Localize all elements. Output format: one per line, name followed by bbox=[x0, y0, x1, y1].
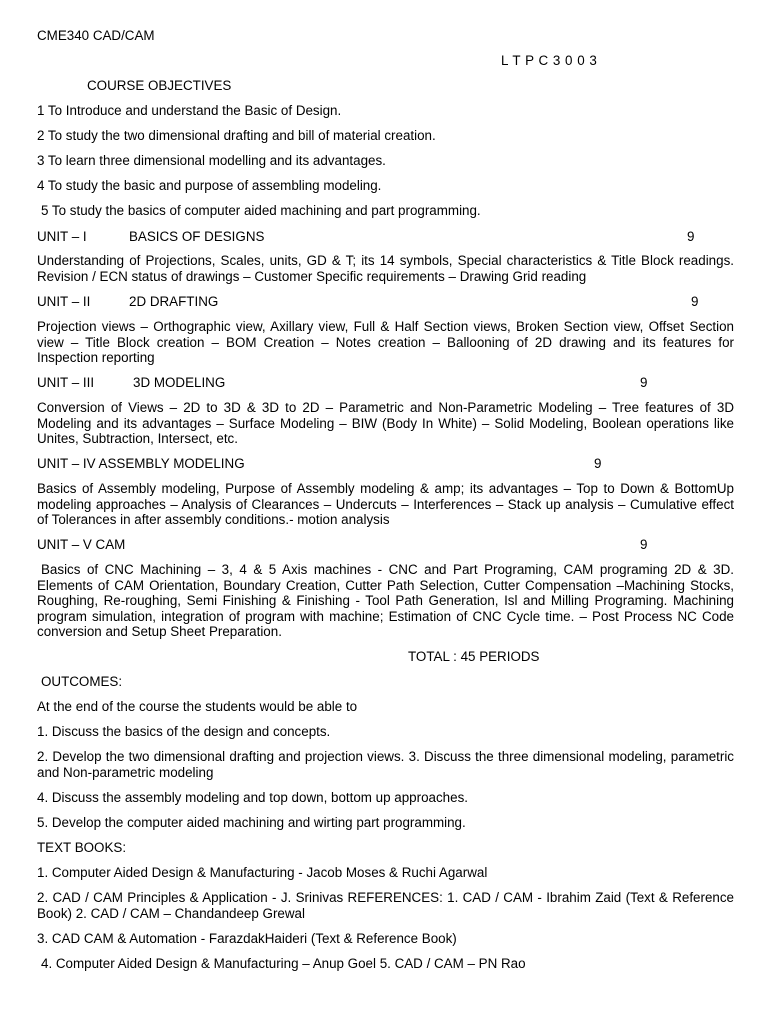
unit-label: UNIT – III bbox=[37, 375, 95, 390]
objective-item: 3 To learn three dimensional modelling and its advantages. bbox=[37, 153, 386, 168]
unit-hours: 9 bbox=[691, 294, 699, 309]
objective-item: 4 To study the basic and purpose of assembling modeling. bbox=[37, 178, 382, 193]
unit-title: 3D MODELING bbox=[133, 375, 226, 390]
outcomes-intro: At the end of the course the students would be able to bbox=[37, 699, 358, 714]
outcomes-heading: OUTCOMES: bbox=[41, 674, 123, 689]
ltpc-credits: L T P C 3 0 0 3 bbox=[501, 53, 598, 68]
unit-label: UNIT – V CAM bbox=[37, 537, 126, 552]
outcome-item: 5. Develop the computer aided machining and wirting part programming. bbox=[37, 815, 466, 830]
unit-label: UNIT – II bbox=[37, 294, 91, 309]
textbook-item: 1. Computer Aided Design & Manufacturing - Jacob Moses & Ruchi Agarwal bbox=[37, 865, 488, 880]
unit-hours: 9 bbox=[640, 537, 648, 552]
unit-hours: 9 bbox=[594, 456, 602, 471]
objective-item: 2 To study the two dimensional drafting and bill of material creation. bbox=[37, 128, 436, 143]
unit-title: BASICS OF DESIGNS bbox=[129, 229, 265, 244]
outcome-item: 2. Develop the two dimensional drafting and projection views. 3. Discuss the three dimensional modeling, parametric and Non-parametric modeling bbox=[37, 749, 734, 780]
outcome-item: 1. Discuss the basics of the design and concepts. bbox=[37, 724, 331, 739]
unit-hours: 9 bbox=[640, 375, 648, 390]
outcome-item: 4. Discuss the assembly modeling and top down, bottom up approaches. bbox=[37, 790, 468, 805]
unit-hours: 9 bbox=[687, 229, 695, 244]
textbook-item: 3. CAD CAM & Automation - FarazdakHaideri (Text & Reference Book) bbox=[37, 931, 457, 946]
textbook-item: 2. CAD / CAM Principles & Application - J. Srinivas REFERENCES: 1. CAD / CAM - Ibrahim Zaid (Text & Reference Book) 2. CAD / CAM – Chandandeep Grewal bbox=[37, 890, 734, 921]
objectives-heading: COURSE OBJECTIVES bbox=[87, 78, 232, 93]
unit-label: UNIT – IV ASSEMBLY MODELING bbox=[37, 456, 245, 471]
course-code: CME340 CAD/CAM bbox=[37, 28, 155, 43]
unit-content: Basics of CNC Machining – 3, 4 & 5 Axis machines - CNC and Part Programing, CAM programing 2D & 3D. Elements of CAM Orientation, Boundary Creation, Cutter Path Selection, Cutter Compensation –Machining Stocks, Roughing, Re-roughing, Semi Finishing & Finishing - Tool Path Generation, Isl and Milling Programing. Machining program simulation, integration of program with machine; Estimation of CNC Cycle time. – Post Process NC Code conversion and Setup Sheet Preparation. bbox=[37, 562, 734, 639]
unit-content: Basics of Assembly modeling, Purpose of Assembly modeling & amp; its advantages – Top to Down & BottomUp modeling approaches – Analysis of Clearances – Undercuts – Interferences – Stack up analysis – Cumulative effect of Tolerances in after assembly conditions.- motion analysis bbox=[37, 481, 734, 527]
unit-content: Understanding of Projections, Scales, units, GD & T; its 14 symbols, Special characteristics & Title Block readings. Revision / ECN status of drawings – Customer Specific requirements – Drawing Grid reading bbox=[37, 253, 734, 284]
textbook-item: 4. Computer Aided Design & Manufacturing – Anup Goel 5. CAD / CAM – PN Rao bbox=[41, 956, 526, 971]
unit-title: 2D DRAFTING bbox=[129, 294, 219, 309]
textbooks-heading: TEXT BOOKS: bbox=[37, 840, 127, 855]
total-periods: TOTAL : 45 PERIODS bbox=[408, 649, 540, 664]
objective-item: 1 To Introduce and understand the Basic of Design. bbox=[37, 103, 342, 118]
objective-item: 5 To study the basics of computer aided machining and part programming. bbox=[41, 203, 481, 218]
unit-label: UNIT – I bbox=[37, 229, 87, 244]
unit-content: Conversion of Views – 2D to 3D & 3D to 2D – Parametric and Non-Parametric Modeling – Tree features of 3D Modeling and its advantages – Surface Modeling – BIW (Body In White) – Solid Modeling, Boolean operations like Unites, Subtraction, Intersect, etc. bbox=[37, 400, 734, 446]
unit-content: Projection views – Orthographic view, Axillary view, Full & Half Section views, Broken Section view, Offset Section view – Title Block creation – BOM Creation – Notes creation – Ballooning of 2D drawing and its features for Inspection reporting bbox=[37, 319, 734, 365]
